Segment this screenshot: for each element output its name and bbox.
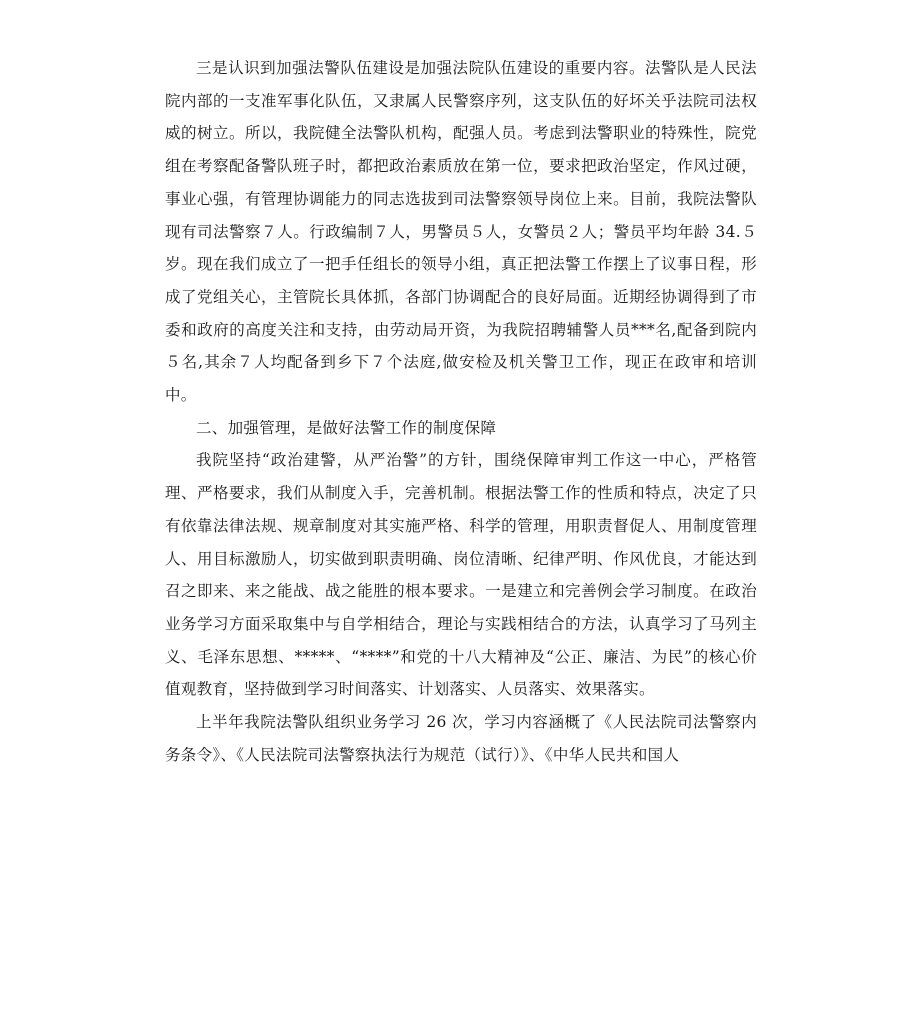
paragraph-management-policy: 我院坚持“政治建警，从严治警”的方针，围绕保障审判工作这一中心，严格管理、严格要求，我们从制度入手，完善机制。根据法警工作的性质和特点，决定了只有依靠法律法规、规章制度对其实施严格、科学的管理，用职责督促人、用制度管理人、用目标激励人，切实做到职责明确、岗位清晰、纪律严明、作风优良，才能达到召之即来、来之能战、战之能胜的根本要求。一是建立和完善例会学习制度。在政治业务学习方面采取集中与自学相结合，理论与实践相结合的方法，认真学习了马列主义、毛泽东思想、*****、“****”和党的十八大精神及“公正、廉洁、为民”的核心价值观教育，坚持做到学习时间落实、计划落实、人员落实、效果落实。 — [165, 451, 757, 699]
document-body — [165, 52, 757, 771]
paragraph-team-building: 三是认识到加强法警队伍建设是加强法院队伍建设的重要内容。法警队是人民法院内部的一支准军事化队伍，又隶属人民警察序列，这支队伍的好坏关乎法院司法权威的树立。所以，我院健全法警队机构，配强人员。考虑到法警职业的特殊性，院党组在考察配备警队班子时，都把政治素质放在第一位，要求把政治坚定，作风过硬，事业心强，有管理协调能力的同志选拔到司法警察领导岗位上来。目前，我院法警队现有司法警察７人。行政编制７人，男警员５人，女警员２人；警员平均年龄 34.５岁。现在我们成立了一把手任组长的领导小组，真正把法警工作摆上了议事日程，形成了党组关心，主管院长具体抓，各部门协调配合的良好局面。近期经协调得到了市委和政府的高度关注和支持，由劳动局开资，为我院招聘辅警人员***名,配备到院内５名,其余７人均配备到乡下７个法庭,做安检及机关警卫工作，现正在政审和培训中。 — [165, 59, 757, 405]
section-heading-management: 二、加强管理，是做好法警工作的制度保障 — [196, 418, 497, 437]
paragraph-study-sessions: 上半年我院法警队组织业务学习 26 次，学习内容涵概了《人民法院司法警察内务条令》、《人民法院司法警察执法行为规范（试行）》、《中华人民共和国人 — [165, 713, 757, 764]
